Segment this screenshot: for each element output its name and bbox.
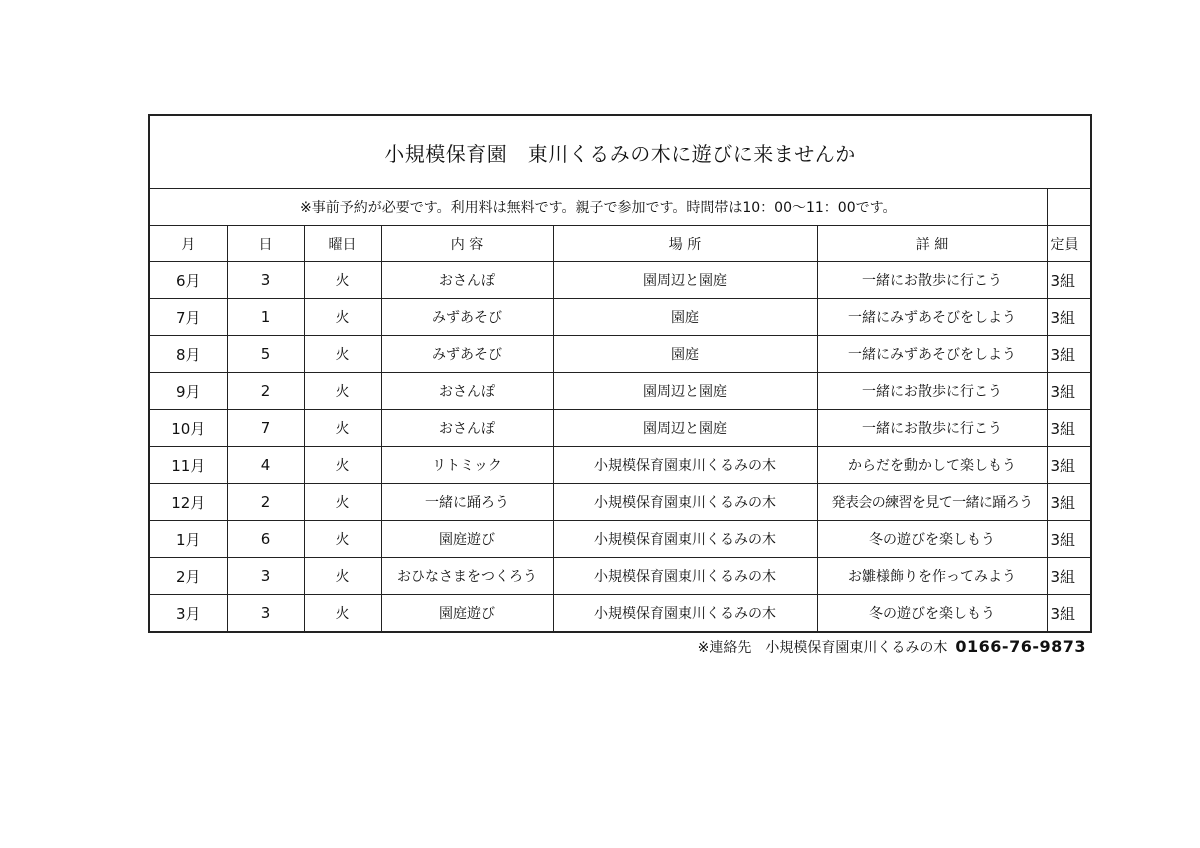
- cell-day: 3: [227, 558, 304, 595]
- cell-content: おさんぽ: [381, 262, 553, 299]
- cell-month: 10月: [149, 410, 227, 447]
- cell-month: 9月: [149, 373, 227, 410]
- header-content: 内 容: [381, 226, 553, 262]
- table-row: [149, 521, 1091, 558]
- cell-day: 4: [227, 447, 304, 484]
- cell-capacity: 3組: [1047, 336, 1091, 373]
- cell-detail: 一緒にみずあそびをしよう: [817, 336, 1047, 373]
- table-row: [149, 373, 1091, 410]
- cell-capacity: 3組: [1047, 373, 1091, 410]
- cell-day: 1: [227, 299, 304, 336]
- header-day: 日: [227, 226, 304, 262]
- header-detail: 詳 細: [817, 226, 1047, 262]
- cell-detail: 一緒にお散歩に行こう: [817, 373, 1047, 410]
- cell-day: 2: [227, 484, 304, 521]
- cell-month: 8月: [149, 336, 227, 373]
- cell-place: 園周辺と園庭: [553, 262, 817, 299]
- note-blank-cell: [1047, 189, 1091, 226]
- cell-detail: 一緒にお散歩に行こう: [817, 262, 1047, 299]
- contact-info: [698, 637, 1086, 657]
- cell-month: 12月: [149, 484, 227, 521]
- cell-weekday: 火: [304, 410, 381, 447]
- cell-place: 小規模保育園東川くるみの木: [553, 595, 817, 633]
- cell-content: おさんぽ: [381, 373, 553, 410]
- cell-weekday: 火: [304, 484, 381, 521]
- cell-capacity: 3組: [1047, 484, 1091, 521]
- cell-month: 11月: [149, 447, 227, 484]
- cell-content: リトミック: [381, 447, 553, 484]
- cell-capacity: 3組: [1047, 410, 1091, 447]
- cell-capacity: 3組: [1047, 447, 1091, 484]
- cell-content: おさんぽ: [381, 410, 553, 447]
- header-capacity: 定員: [1047, 226, 1091, 262]
- header-weekday: 曜日: [304, 226, 381, 262]
- cell-content: みずあそび: [381, 299, 553, 336]
- cell-day: 3: [227, 595, 304, 633]
- table-row: [149, 447, 1091, 484]
- cell-detail: 一緒にみずあそびをしよう: [817, 299, 1047, 336]
- cell-place: 小規模保育園東川くるみの木: [553, 521, 817, 558]
- cell-month: 6月: [149, 262, 227, 299]
- cell-capacity: 3組: [1047, 262, 1091, 299]
- header-month: 月: [149, 226, 227, 262]
- cell-content: 園庭遊び: [381, 595, 553, 633]
- cell-place: 園庭: [553, 299, 817, 336]
- table-header-row: [149, 226, 1091, 262]
- table-row: [149, 558, 1091, 595]
- cell-detail: 冬の遊びを楽しもう: [817, 521, 1047, 558]
- cell-month: 7月: [149, 299, 227, 336]
- cell-month: 3月: [149, 595, 227, 633]
- cell-detail: お雛様飾りを作ってみよう: [817, 558, 1047, 595]
- cell-detail: 一緒にお散歩に行こう: [817, 410, 1047, 447]
- cell-detail: からだを動かして楽しもう: [817, 447, 1047, 484]
- cell-content: おひなさまをつくろう: [381, 558, 553, 595]
- cell-detail: 発表会の練習を見て一緒に踊ろう: [817, 484, 1047, 521]
- contact-label: ※連絡先 小規模保育園東川くるみの木: [697, 640, 948, 656]
- cell-month: 1月: [149, 521, 227, 558]
- cell-day: 3: [227, 262, 304, 299]
- cell-place: 小規模保育園東川くるみの木: [553, 484, 817, 521]
- cell-place: 小規模保育園東川くるみの木: [553, 447, 817, 484]
- cell-place: 園周辺と園庭: [553, 410, 817, 447]
- table-row: [149, 262, 1091, 299]
- contact-phone: 0166-76-9873: [955, 637, 1086, 656]
- cell-day: 2: [227, 373, 304, 410]
- cell-weekday: 火: [304, 595, 381, 633]
- cell-content: 一緒に踊ろう: [381, 484, 553, 521]
- cell-place: 小規模保育園東川くるみの木: [553, 558, 817, 595]
- cell-day: 7: [227, 410, 304, 447]
- table-row: [149, 336, 1091, 373]
- cell-place: 園周辺と園庭: [553, 373, 817, 410]
- table-row: [149, 484, 1091, 521]
- cell-day: 5: [227, 336, 304, 373]
- cell-place: 園庭: [553, 336, 817, 373]
- cell-capacity: 3組: [1047, 595, 1091, 633]
- cell-detail: 冬の遊びを楽しもう: [817, 595, 1047, 633]
- cell-weekday: 火: [304, 299, 381, 336]
- cell-weekday: 火: [304, 521, 381, 558]
- cell-weekday: 火: [304, 373, 381, 410]
- cell-capacity: 3組: [1047, 521, 1091, 558]
- cell-weekday: 火: [304, 558, 381, 595]
- cell-content: 園庭遊び: [381, 521, 553, 558]
- event-schedule-table: [148, 114, 1092, 633]
- cell-capacity: 3組: [1047, 558, 1091, 595]
- reservation-note: ※事前予約が必要です。利用料は無料です。親子で参加です。時間帯は10：00～11：00です。: [149, 189, 1047, 226]
- cell-month: 2月: [149, 558, 227, 595]
- cell-day: 6: [227, 521, 304, 558]
- table-row: [149, 410, 1091, 447]
- cell-weekday: 火: [304, 336, 381, 373]
- table-row: [149, 595, 1091, 633]
- header-place: 場 所: [553, 226, 817, 262]
- cell-weekday: 火: [304, 262, 381, 299]
- cell-weekday: 火: [304, 447, 381, 484]
- cell-capacity: 3組: [1047, 299, 1091, 336]
- page-title: 小規模保育園 東川くるみの木に遊びに来ませんか: [149, 115, 1091, 189]
- cell-content: みずあそび: [381, 336, 553, 373]
- table-row: [149, 299, 1091, 336]
